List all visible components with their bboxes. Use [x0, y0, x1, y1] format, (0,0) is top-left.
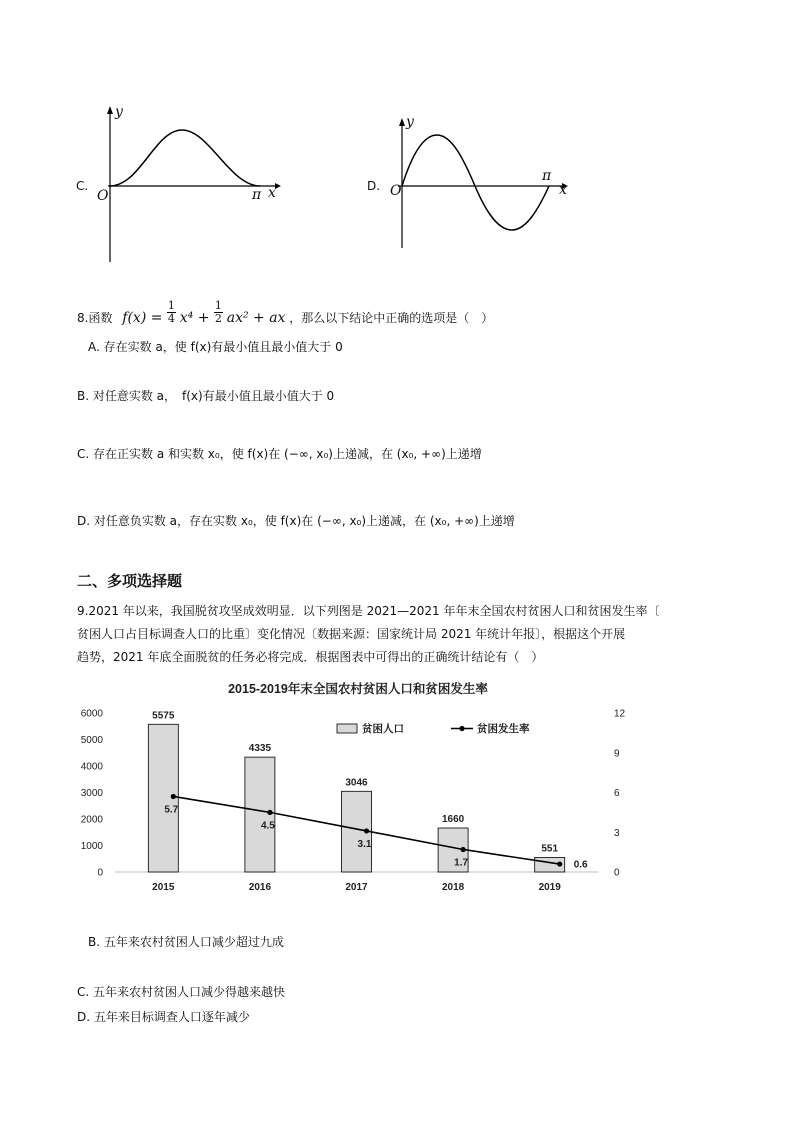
q9-option-d[interactable]: D. 五年来目标调查人口逐年减少	[77, 1010, 250, 1024]
x-tick-label: 2019	[538, 882, 561, 893]
graph-d-y-label: y	[406, 114, 414, 130]
x-tick-label: 2017	[345, 882, 368, 893]
option-c-label: C.	[76, 179, 89, 193]
graph-c-x-label: x	[268, 185, 276, 201]
graph-c-origin: O	[97, 188, 109, 204]
rate-value-label: 5.7	[164, 804, 179, 816]
rate-value-label: 1.7	[454, 857, 469, 869]
q8-frac2	[214, 300, 223, 325]
rate-point	[364, 828, 369, 833]
y-right-tick-label: 12	[614, 708, 626, 720]
q9-stem	[77, 600, 717, 669]
q8-suffix: ，那么以下结论中正确的选项是（ ）	[289, 311, 494, 325]
q9-line1: 9.2021 年以来，我国脱贫攻坚成效明显．以下列图是 2021—2021 年年末全国农村贫困人口和贫困发生率〔	[77, 604, 660, 618]
q8-frac1-num: 1	[167, 299, 175, 312]
x-tick-label: 2018	[441, 882, 465, 893]
rate-point	[267, 810, 272, 815]
q8-stem	[77, 300, 493, 330]
chart-title: 2015-2019年末全国农村贫困人口和贫困发生率	[228, 682, 488, 696]
graph-c-pi: π	[252, 187, 262, 203]
legend-bar-swatch	[337, 724, 357, 733]
q9-line3: 趋势，2021 年底全面脱贫的任务必将完成．根据图表中可得出的正确统计结论有（ ）	[77, 650, 544, 664]
graph-c-y-label: y	[115, 104, 123, 120]
q9-option-c[interactable]: C. 五年来农村贫困人口减少得越来越快	[77, 985, 286, 999]
graph-c-y-arrow	[107, 106, 113, 114]
q8-prefix: 8.函数	[77, 311, 113, 325]
y-left-tick-label: 1000	[80, 841, 103, 852]
y-left-tick-label: 2000	[80, 814, 103, 826]
bar-value-label: 5575	[152, 710, 175, 722]
bar-value-label: 1660	[441, 814, 465, 826]
x-tick-label: 2016	[248, 882, 272, 893]
y-left-tick-label: 5000	[80, 735, 103, 746]
graph-d-y-arrow	[399, 118, 405, 126]
bar-value-label: 4335	[248, 743, 272, 755]
legend-line-label: 贫困发生率	[477, 723, 530, 735]
section-title: 二、多项选择题	[77, 572, 183, 590]
y-left-tick-label: 3000	[80, 788, 103, 799]
y-left-tick-label: 6000	[80, 708, 103, 720]
rate-value-label: 0.6	[573, 859, 588, 871]
poverty-chart	[75, 680, 635, 895]
graph-d-origin: O	[390, 183, 402, 199]
q8-option-d[interactable]: D. 对任意负实数 a，存在实数 x₀，使 f(x)在 (−∞, x₀)上递减，在 (x₀, +∞)上递增	[77, 514, 515, 528]
graph-d	[362, 110, 582, 255]
q9-option-b[interactable]: B. 五年来农村贫困人口减少超过九成	[88, 935, 284, 949]
graph-d-pi: π	[542, 168, 552, 184]
rate-point	[557, 861, 562, 866]
graph-c-plot	[70, 100, 290, 270]
q9-line2: 贫困人口占目标调查人口的比重〕变化情况〔数据来源：国家统计局 2021 年统计年报〕，根据这个开展	[77, 627, 626, 641]
q8-option-b[interactable]: B. 对任意实数 a， f(x)有最小值且最小值大于 0	[77, 389, 335, 403]
q8-option-a[interactable]: A. 存在实数 a，使 f(x)有最小值且最小值大于 0	[88, 340, 343, 354]
rate-value-label: 4.5	[260, 820, 275, 832]
legend-bar-label: 贫困人口	[362, 723, 404, 735]
q8-option-c[interactable]: C. 存在正实数 a 和实数 x₀，使 f(x)在 (−∞, x₀)上递减，在 (x₀, +∞)上递增	[77, 447, 482, 461]
q8-frac1-den: 4	[167, 312, 175, 325]
graph-d-x-label: x	[559, 182, 567, 198]
bar-value-label: 551	[541, 843, 559, 855]
q8-func-rhs: x⁴ +	[179, 310, 214, 326]
q8-func-rhs2: ax² + ax	[226, 310, 286, 326]
graph-d-curve	[402, 135, 552, 230]
q8-frac2-den: 2	[214, 312, 222, 325]
rate-point	[171, 794, 176, 799]
y-right-tick-label: 3	[614, 827, 620, 839]
q8-frac2-num: 1	[214, 299, 222, 312]
y-left-tick-label: 4000	[80, 761, 103, 773]
legend-line-marker	[459, 726, 464, 731]
rate-value-label: 3.1	[357, 838, 372, 850]
q8-func-lhs: f(x) =	[122, 310, 167, 326]
option-d-label: D.	[367, 179, 381, 193]
y-right-tick-label: 6	[614, 788, 620, 799]
x-tick-label: 2015	[152, 882, 175, 893]
y-left-tick-label: 0	[97, 867, 103, 879]
graph-c	[70, 100, 290, 270]
q8-frac1	[167, 300, 176, 325]
rate-point	[461, 847, 466, 852]
bar-value-label: 3046	[345, 777, 368, 789]
y-right-tick-label: 0	[614, 867, 620, 879]
graph-c-curve	[110, 130, 260, 186]
y-right-tick-label: 9	[614, 748, 620, 760]
